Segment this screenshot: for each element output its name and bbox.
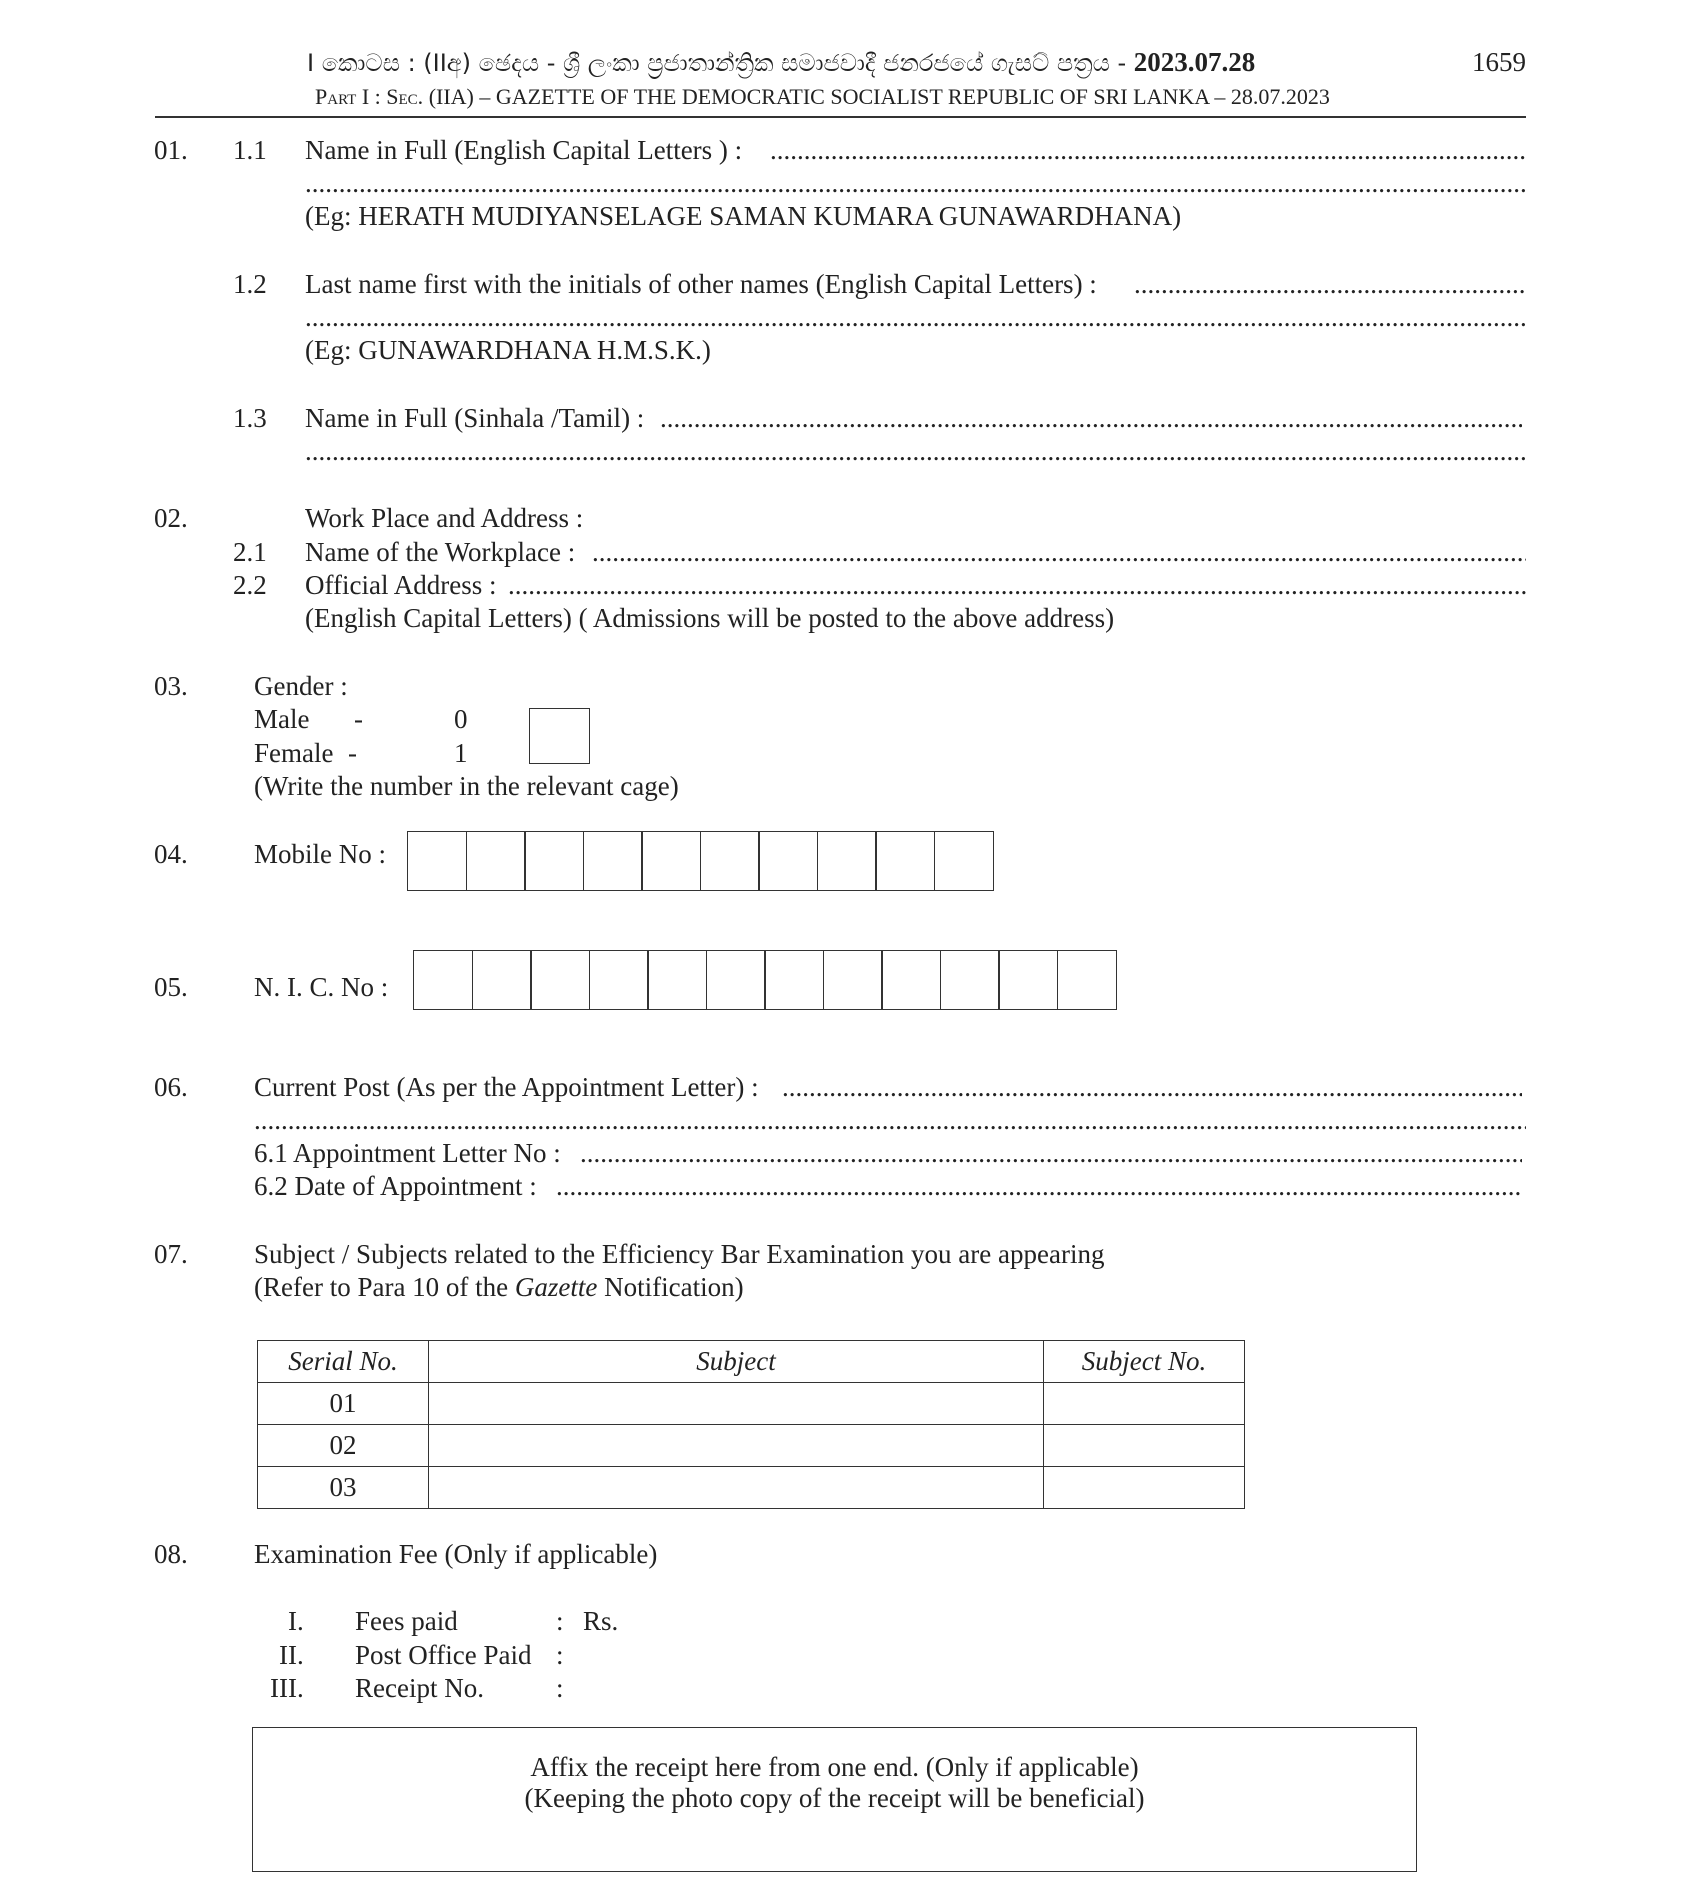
subjects-title: Subject / Subjects related to the Efficiency Bar Examination you are appearing xyxy=(254,1239,1105,1269)
mobile-digit-box[interactable] xyxy=(583,831,643,891)
subjects-reference-gazette: Gazette xyxy=(514,1272,598,1302)
serial-no-cell: 02 xyxy=(258,1425,429,1467)
official-address-note: (English Capital Letters) ( Admissions will be posted to the above address) xyxy=(305,603,1115,633)
sinhala-header-date: 2023.07.28 xyxy=(1133,47,1256,77)
appointment-date-field[interactable] xyxy=(556,1173,1522,1200)
full-name-english-field-line2[interactable] xyxy=(305,170,1526,197)
section-08-number: 08. xyxy=(154,1539,188,1569)
nic-digit-boxes xyxy=(413,950,1117,1010)
initials-name-field[interactable] xyxy=(1134,271,1526,298)
table-row xyxy=(258,1425,1245,1467)
section-04-number: 04. xyxy=(154,839,188,869)
initials-name-label: Last name first with the initials of other names (English Capital Letters) : xyxy=(305,269,1097,299)
appointment-letter-no-field[interactable] xyxy=(580,1140,1522,1167)
nic-digit-box[interactable] xyxy=(706,950,766,1010)
current-post-field-line2[interactable] xyxy=(254,1107,1526,1134)
sinhala-header-text: I කොටස : (IIඅ) ඡෙදය - ශ්‍රී ලංකා ප්‍රජාතාන්ත්‍රික සමාජවාදී ජනරජයේ ගැසට් පත්‍රය - xyxy=(307,49,1134,77)
english-header-text: (IIA) – GAZETTE OF THE DEMOCRATIC SOCIALIST REPUBLIC OF SRI LANKA – 28.07.2023 xyxy=(423,84,1330,109)
subjects-reference xyxy=(254,1274,744,1301)
fee-item-separator: : xyxy=(556,1673,564,1703)
item-1-3-number: 1.3 xyxy=(233,403,267,433)
sec-label: : Sec. xyxy=(369,84,424,109)
section-07-number: 07. xyxy=(154,1239,188,1269)
gender-female-code: 1 xyxy=(454,738,468,768)
subject-no-cell[interactable] xyxy=(1044,1467,1245,1509)
section-03-number: 03. xyxy=(154,671,188,701)
nic-label: N. I. C. No : xyxy=(254,972,389,1002)
fee-item-value: Rs. xyxy=(583,1606,619,1636)
subject-cell[interactable] xyxy=(429,1467,1044,1509)
fee-item-roman: II. xyxy=(279,1640,304,1670)
mobile-digit-box[interactable] xyxy=(466,831,526,891)
workplace-name-label: Name of the Workplace : xyxy=(305,537,576,567)
serial-no-cell: 01 xyxy=(258,1383,429,1425)
nic-digit-box[interactable] xyxy=(472,950,532,1010)
mobile-digit-box[interactable] xyxy=(817,831,877,891)
gender-female-dash: - xyxy=(348,738,357,768)
nic-digit-box[interactable] xyxy=(413,950,473,1010)
full-name-sinhala-tamil-field[interactable] xyxy=(660,405,1522,432)
mobile-digit-box[interactable] xyxy=(875,831,935,891)
subjects-table xyxy=(257,1340,1245,1509)
table-row xyxy=(258,1383,1245,1425)
english-header xyxy=(315,86,1330,108)
part-label: Part I xyxy=(315,84,370,109)
section-02-number: 02. xyxy=(154,503,188,533)
gender-title: Gender : xyxy=(254,671,348,701)
fee-item-roman: III. xyxy=(270,1673,304,1703)
exam-fee-title: Examination Fee (Only if applicable) xyxy=(254,1539,658,1569)
subject-no-cell[interactable] xyxy=(1044,1425,1245,1467)
section-06-number: 06. xyxy=(154,1072,188,1102)
subjects-reference-post: Notification) xyxy=(597,1272,744,1302)
fee-item-label: Receipt No. xyxy=(355,1673,484,1703)
initials-name-field-line2[interactable] xyxy=(305,304,1526,331)
fee-item-separator: : xyxy=(556,1606,564,1636)
full-name-sinhala-tamil-label: Name in Full (Sinhala /Tamil) : xyxy=(305,403,645,433)
page-number: 1659 xyxy=(1472,47,1526,77)
current-post-label: Current Post (As per the Appointment Letter) : xyxy=(254,1072,759,1102)
sinhala-header xyxy=(307,49,1255,76)
nic-digit-box[interactable] xyxy=(589,950,649,1010)
gender-male-code: 0 xyxy=(454,704,468,734)
fee-item-separator: : xyxy=(556,1640,564,1670)
receipt-affix-box[interactable] xyxy=(252,1727,1417,1872)
gender-male-label: Male xyxy=(254,704,310,734)
nic-digit-box[interactable] xyxy=(647,950,707,1010)
subject-no-header: Subject No. xyxy=(1044,1341,1245,1383)
receipt-instruction: Affix the receipt here from one end. (Only if applicable) xyxy=(530,1752,1139,1782)
serial-no-header: Serial No. xyxy=(258,1341,429,1383)
appointment-date-label: 6.2 Date of Appointment : xyxy=(254,1171,537,1201)
subject-header: Subject xyxy=(429,1341,1044,1383)
gender-male-dash: - xyxy=(354,704,363,734)
nic-digit-box[interactable] xyxy=(1057,950,1117,1010)
table-row xyxy=(258,1467,1245,1509)
nic-digit-box[interactable] xyxy=(881,950,941,1010)
mobile-digit-box[interactable] xyxy=(758,831,818,891)
item-2-1-number: 2.1 xyxy=(233,537,267,567)
nic-digit-box[interactable] xyxy=(998,950,1058,1010)
mobile-digit-box[interactable] xyxy=(407,831,467,891)
gender-note: (Write the number in the relevant cage) xyxy=(254,771,679,801)
full-name-sinhala-tamil-field-line2[interactable] xyxy=(305,438,1526,465)
table-header-row xyxy=(258,1341,1245,1383)
section-05-number: 05. xyxy=(154,972,188,1002)
subject-cell[interactable] xyxy=(429,1425,1044,1467)
section-01-number: 01. xyxy=(154,135,188,165)
full-name-english-field[interactable] xyxy=(770,137,1526,164)
official-address-field[interactable] xyxy=(508,572,1526,599)
header-rule xyxy=(155,116,1526,118)
receipt-note: (Keeping the photo copy of the receipt will be beneficial) xyxy=(524,1783,1145,1813)
mobile-digit-box[interactable] xyxy=(524,831,584,891)
full-name-english-example: (Eg: HERATH MUDIYANSELAGE SAMAN KUMARA GUNAWARDHANA) xyxy=(305,201,1182,231)
subjects-reference-pre: (Refer to Para 10 of the xyxy=(254,1272,515,1302)
nic-digit-box[interactable] xyxy=(940,950,1000,1010)
gender-female-label: Female xyxy=(254,738,334,768)
mobile-digit-box[interactable] xyxy=(641,831,701,891)
fee-item-label: Post Office Paid xyxy=(355,1640,532,1670)
nic-digit-box[interactable] xyxy=(764,950,824,1010)
workplace-name-field[interactable] xyxy=(592,539,1526,566)
mobile-digit-box[interactable] xyxy=(934,831,994,891)
item-1-2-number: 1.2 xyxy=(233,269,267,299)
gender-input-box[interactable] xyxy=(529,708,590,764)
mobile-digit-boxes xyxy=(407,831,994,891)
official-address-label: Official Address : xyxy=(305,570,497,600)
serial-no-cell: 03 xyxy=(258,1467,429,1509)
mobile-label: Mobile No : xyxy=(254,839,386,869)
nic-digit-box[interactable] xyxy=(823,950,883,1010)
fee-item-roman: I. xyxy=(288,1606,304,1636)
work-place-title: Work Place and Address : xyxy=(305,503,584,533)
subject-cell[interactable] xyxy=(429,1383,1044,1425)
appointment-letter-no-label: 6.1 Appointment Letter No : xyxy=(254,1138,561,1168)
initials-name-example: (Eg: GUNAWARDHANA H.M.S.K.) xyxy=(305,335,711,365)
item-1-1-number: 1.1 xyxy=(233,135,267,165)
mobile-digit-box[interactable] xyxy=(700,831,760,891)
subject-no-cell[interactable] xyxy=(1044,1383,1245,1425)
fee-item-label: Fees paid xyxy=(355,1606,458,1636)
current-post-field[interactable] xyxy=(782,1074,1522,1101)
nic-digit-box[interactable] xyxy=(530,950,590,1010)
full-name-english-label: Name in Full (English Capital Letters ) : xyxy=(305,135,743,165)
item-2-2-number: 2.2 xyxy=(233,570,267,600)
